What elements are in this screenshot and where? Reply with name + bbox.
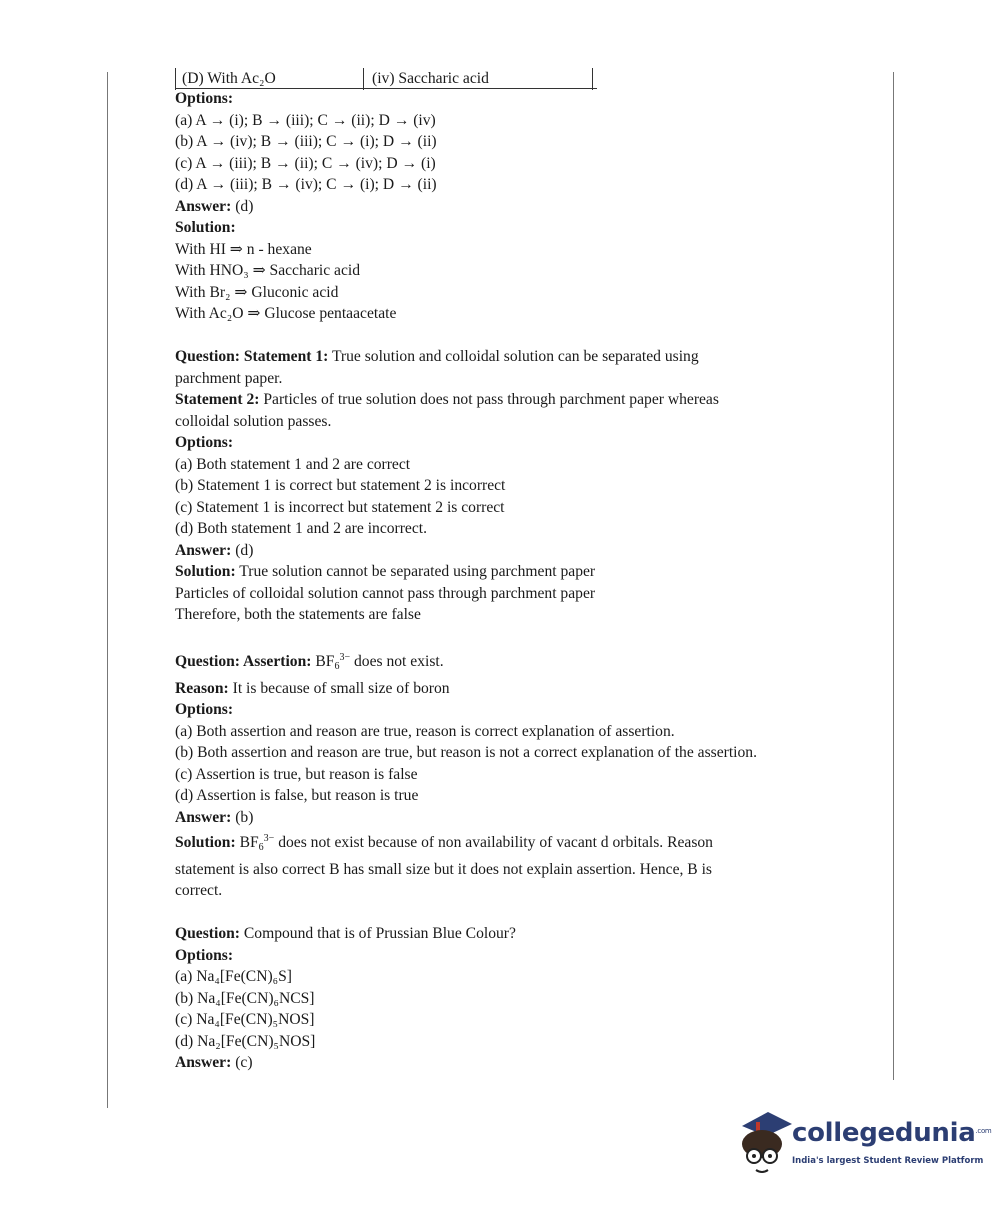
q3-option-a: (a) Both assertion and reason are true, reason is correct explanation of assertion. (175, 722, 675, 740)
q4-question: Question: Compound that is of Prussian Blue Colour? (175, 925, 516, 942)
q3-solution-line: statement is also correct B has small size but it does not explain assertion. Hence, B is (175, 860, 712, 878)
q2-statement1: Question: Statement 1: True solution and colloidal solution can be separated using (175, 348, 699, 365)
q2-solution-line: Therefore, both the statements are false (175, 606, 421, 623)
page-border-left (107, 72, 108, 1108)
q4-option-b: (b) Na₄[Fe(CN)₆NCS] (175, 989, 315, 1007)
q1-solution-line: With Br₂ ⇒ Gluconic acid (175, 283, 339, 301)
table-cell-right: (iv) Saccharic acid (363, 68, 593, 90)
q1-option-b: (b) A → (iv); B → (iii); C → (i); D → (ii) (175, 133, 437, 150)
collegedunia-logo[interactable] (734, 1108, 992, 1180)
q2-option-a: (a) Both statement 1 and 2 are correct (175, 455, 411, 473)
q3-assertion: Question: Assertion: $BF_6^{3-}$ does not exist. (175, 652, 444, 672)
logo-tagline: India's largest Student Review Platform (792, 1156, 984, 1166)
q1-options-label: Options: (175, 90, 234, 107)
q3-reason: Reason: It is because of small size of boron (175, 679, 450, 697)
q1-solution-line: With Ac₂O ⇒ Glucose pentaacetate (175, 305, 397, 322)
q1-solution-line: With HI ⇒ n - hexane (175, 240, 312, 258)
page-border-right (893, 72, 894, 1080)
q1-option-d: (d) A → (iii); B → (iv); C → (i); D → (ii) (175, 176, 437, 193)
q1-solution-label: Solution: (175, 219, 236, 236)
q3-option-d: (d) Assertion is false, but reason is true (175, 787, 419, 804)
q4-options-label: Options: (175, 946, 234, 964)
q1-solution-line: With HNO₃ ⇒ Saccharic acid (175, 262, 361, 279)
q2-solution: Solution: True solution cannot be separated using parchment paper (175, 563, 596, 580)
q1-answer: Answer: (d) (175, 197, 254, 215)
table-bottom-border (175, 88, 597, 89)
q2-option-d: (d) Both statement 1 and 2 are incorrect. (175, 520, 428, 537)
student-mascot-icon (734, 1108, 794, 1180)
q4-answer: Answer: (c) (175, 1054, 253, 1071)
q3-solution: Solution: $BF_6^{3-}$ does not exist because of non availability of vacant d orbitals. Reason (175, 833, 713, 853)
document-body (175, 68, 875, 1074)
q2-solution-line: Particles of colloidal solution cannot pass through parchment paper (175, 584, 596, 602)
q3-solution-line: correct. (175, 882, 223, 899)
q2-option-b: (b) Statement 1 is correct but statement 2 is incorrect (175, 477, 506, 494)
q2-statement2: Statement 2: Particles of true solution does not pass through parchment paper whereas (175, 391, 719, 408)
q1-option-c: (c) A → (iii); B → (ii); C → (iv); D → (i) (175, 154, 436, 172)
match-table-row (175, 68, 875, 88)
logo-wordmark: collegedunia$^{.com}$ (792, 1118, 992, 1148)
table-cell-left: (D) With Ac₂O (175, 68, 369, 90)
q3-option-c: (c) Assertion is true, but reason is false (175, 765, 418, 783)
q2-statement2-cont: colloidal solution passes. (175, 412, 332, 430)
q2-statement1-cont: parchment paper. (175, 369, 283, 387)
q1-option-a: (a) A → (i); B → (iii); C → (ii); D → (iv) (175, 111, 436, 129)
q3-option-b: (b) Both assertion and reason are true, but reason is not a correct explanation of the assertion. (175, 744, 757, 761)
q2-options-label: Options: (175, 434, 234, 451)
q4-option-a: (a) Na₄[Fe(CN)₆S] (175, 968, 292, 985)
q2-option-c: (c) Statement 1 is incorrect but statement 2 is correct (175, 498, 505, 516)
q4-option-c: (c) Na₄[Fe(CN)₅NOS] (175, 1011, 315, 1028)
q3-options-label: Options: (175, 701, 234, 718)
q2-answer: Answer: (d) (175, 541, 254, 559)
q4-option-d: (d) Na₂[Fe(CN)₅NOS] (175, 1032, 316, 1050)
q3-answer: Answer: (b) (175, 808, 254, 826)
